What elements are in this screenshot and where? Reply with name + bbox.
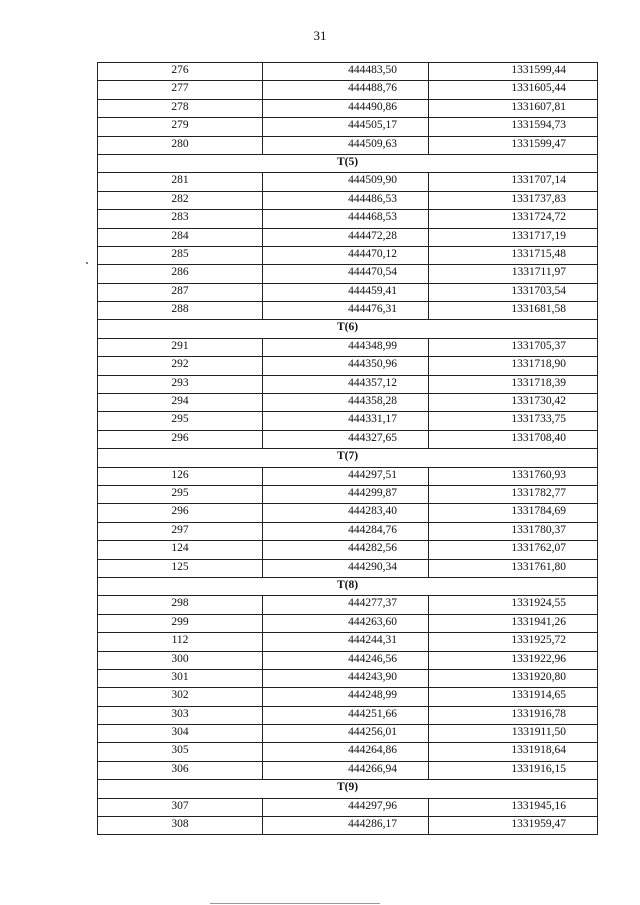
y-coordinate-cell: 1331718,90 (429, 357, 598, 375)
table-row (98, 228, 598, 246)
x-coordinate-cell: 444244,31 (263, 633, 429, 651)
point-number-cell: 292 (98, 357, 263, 375)
point-number-cell: 112 (98, 633, 263, 651)
y-coordinate-cell: 1331916,78 (429, 706, 598, 724)
table-row (98, 798, 598, 816)
point-number-cell: 287 (98, 283, 263, 301)
x-coordinate-cell: 444358,28 (263, 394, 429, 412)
point-number-cell: 282 (98, 191, 263, 209)
x-coordinate-cell: 444284,76 (263, 522, 429, 540)
y-coordinate-cell: 1331780,37 (429, 522, 598, 540)
point-number-cell: 307 (98, 798, 263, 816)
table-row (98, 136, 598, 154)
x-coordinate-cell: 444283,40 (263, 504, 429, 522)
point-number-cell: 308 (98, 817, 263, 835)
y-coordinate-cell: 1331737,83 (429, 191, 598, 209)
table-row (98, 357, 598, 375)
y-coordinate-cell: 1331945,16 (429, 798, 598, 816)
table-row (98, 706, 598, 724)
table-row (98, 118, 598, 136)
x-coordinate-cell: 444350,96 (263, 357, 429, 375)
point-number-cell: 295 (98, 412, 263, 430)
y-coordinate-cell: 1331708,40 (429, 430, 598, 448)
x-coordinate-cell: 444483,50 (263, 63, 429, 81)
x-coordinate-cell: 444251,66 (263, 706, 429, 724)
x-coordinate-cell: 444264,86 (263, 743, 429, 761)
point-number-cell: 291 (98, 338, 263, 356)
point-number-cell: 283 (98, 210, 263, 228)
table-body (98, 63, 598, 835)
table-row (98, 485, 598, 503)
table-row (98, 210, 598, 228)
coordinates-table (97, 62, 598, 835)
y-coordinate-cell: 1331711,97 (429, 265, 598, 283)
y-coordinate-cell: 1331911,50 (429, 725, 598, 743)
table-row (98, 81, 598, 99)
x-coordinate-cell: 444470,12 (263, 246, 429, 264)
table-row (98, 173, 598, 191)
y-coordinate-cell: 1331782,77 (429, 485, 598, 503)
table-row (98, 467, 598, 485)
point-number-cell: 304 (98, 725, 263, 743)
table-row (98, 191, 598, 209)
section-header-row (98, 780, 598, 798)
y-coordinate-cell: 1331594,73 (429, 118, 598, 136)
table-row (98, 412, 598, 430)
point-number-cell: 124 (98, 541, 263, 559)
x-coordinate-cell: 444266,94 (263, 761, 429, 779)
section-title: T(8) (98, 577, 598, 595)
y-coordinate-cell: 1331681,58 (429, 302, 598, 320)
x-coordinate-cell: 444505,17 (263, 118, 429, 136)
point-number-cell: 303 (98, 706, 263, 724)
point-number-cell: 297 (98, 522, 263, 540)
x-coordinate-cell: 444470,54 (263, 265, 429, 283)
point-number-cell: 125 (98, 559, 263, 577)
table-row (98, 375, 598, 393)
table-row (98, 283, 598, 301)
point-number-cell: 305 (98, 743, 263, 761)
point-number-cell: 281 (98, 173, 263, 191)
x-coordinate-cell: 444299,87 (263, 485, 429, 503)
x-coordinate-cell: 444282,56 (263, 541, 429, 559)
x-coordinate-cell: 444348,99 (263, 338, 429, 356)
table-row (98, 246, 598, 264)
y-coordinate-cell: 1331718,39 (429, 375, 598, 393)
table-row (98, 394, 598, 412)
y-coordinate-cell: 1331707,14 (429, 173, 598, 191)
x-coordinate-cell: 444472,28 (263, 228, 429, 246)
table-row (98, 669, 598, 687)
table-row (98, 504, 598, 522)
x-coordinate-cell: 444246,56 (263, 651, 429, 669)
y-coordinate-cell: 1331715,48 (429, 246, 598, 264)
y-coordinate-cell: 1331717,19 (429, 228, 598, 246)
x-coordinate-cell: 444486,53 (263, 191, 429, 209)
x-coordinate-cell: 444243,90 (263, 669, 429, 687)
point-number-cell: 284 (98, 228, 263, 246)
y-coordinate-cell: 1331760,93 (429, 467, 598, 485)
point-number-cell: 276 (98, 63, 263, 81)
y-coordinate-cell: 1331762,07 (429, 541, 598, 559)
point-number-cell: 278 (98, 99, 263, 117)
table-row (98, 743, 598, 761)
x-coordinate-cell: 444286,17 (263, 817, 429, 835)
table-row (98, 725, 598, 743)
x-coordinate-cell: 444468,53 (263, 210, 429, 228)
y-coordinate-cell: 1331607,81 (429, 99, 598, 117)
y-coordinate-cell: 1331730,42 (429, 394, 598, 412)
point-number-cell: 296 (98, 504, 263, 522)
point-number-cell: 300 (98, 651, 263, 669)
x-coordinate-cell: 444357,12 (263, 375, 429, 393)
section-header-row (98, 320, 598, 338)
point-number-cell: 295 (98, 485, 263, 503)
section-title: T(9) (98, 780, 598, 798)
scan-speck (86, 262, 88, 264)
footer-rule (210, 903, 380, 904)
x-coordinate-cell: 444297,51 (263, 467, 429, 485)
y-coordinate-cell: 1331705,37 (429, 338, 598, 356)
y-coordinate-cell: 1331733,75 (429, 412, 598, 430)
point-number-cell: 302 (98, 688, 263, 706)
table-row (98, 302, 598, 320)
point-number-cell: 279 (98, 118, 263, 136)
x-coordinate-cell: 444263,60 (263, 614, 429, 632)
y-coordinate-cell: 1331959,47 (429, 817, 598, 835)
y-coordinate-cell: 1331761,80 (429, 559, 598, 577)
table-row (98, 559, 598, 577)
x-coordinate-cell: 444297,96 (263, 798, 429, 816)
point-number-cell: 280 (98, 136, 263, 154)
y-coordinate-cell: 1331784,69 (429, 504, 598, 522)
section-header-row (98, 577, 598, 595)
y-coordinate-cell: 1331924,55 (429, 596, 598, 614)
point-number-cell: 301 (98, 669, 263, 687)
x-coordinate-cell: 444248,99 (263, 688, 429, 706)
x-coordinate-cell: 444459,41 (263, 283, 429, 301)
x-coordinate-cell: 444331,17 (263, 412, 429, 430)
y-coordinate-cell: 1331916,15 (429, 761, 598, 779)
section-header-row (98, 154, 598, 172)
x-coordinate-cell: 444290,34 (263, 559, 429, 577)
point-number-cell: 298 (98, 596, 263, 614)
point-number-cell: 293 (98, 375, 263, 393)
section-header-row (98, 449, 598, 467)
y-coordinate-cell: 1331724,72 (429, 210, 598, 228)
section-title: T(7) (98, 449, 598, 467)
x-coordinate-cell: 444476,31 (263, 302, 429, 320)
point-number-cell: 296 (98, 430, 263, 448)
table-row (98, 522, 598, 540)
table-row (98, 99, 598, 117)
x-coordinate-cell: 444509,63 (263, 136, 429, 154)
point-number-cell: 288 (98, 302, 263, 320)
table-row (98, 614, 598, 632)
x-coordinate-cell: 444509,90 (263, 173, 429, 191)
y-coordinate-cell: 1331914,65 (429, 688, 598, 706)
page-number: 31 (313, 28, 327, 43)
table-row (98, 761, 598, 779)
table-row (98, 817, 598, 835)
y-coordinate-cell: 1331920,80 (429, 669, 598, 687)
table-row (98, 633, 598, 651)
y-coordinate-cell: 1331605,44 (429, 81, 598, 99)
point-number-cell: 126 (98, 467, 263, 485)
x-coordinate-cell: 444327,65 (263, 430, 429, 448)
table-row (98, 430, 598, 448)
table-row (98, 541, 598, 559)
table-row (98, 338, 598, 356)
x-coordinate-cell: 444256,01 (263, 725, 429, 743)
y-coordinate-cell: 1331925,72 (429, 633, 598, 651)
table-row (98, 265, 598, 283)
table-row (98, 63, 598, 81)
point-number-cell: 286 (98, 265, 263, 283)
x-coordinate-cell: 444490,86 (263, 99, 429, 117)
x-coordinate-cell: 444488,76 (263, 81, 429, 99)
y-coordinate-cell: 1331922,96 (429, 651, 598, 669)
x-coordinate-cell: 444277,37 (263, 596, 429, 614)
y-coordinate-cell: 1331599,44 (429, 63, 598, 81)
y-coordinate-cell: 1331941,26 (429, 614, 598, 632)
point-number-cell: 294 (98, 394, 263, 412)
section-title: T(6) (98, 320, 598, 338)
point-number-cell: 306 (98, 761, 263, 779)
point-number-cell: 277 (98, 81, 263, 99)
table-row (98, 651, 598, 669)
section-title: T(5) (98, 154, 598, 172)
table-row (98, 688, 598, 706)
y-coordinate-cell: 1331703,54 (429, 283, 598, 301)
point-number-cell: 299 (98, 614, 263, 632)
point-number-cell: 285 (98, 246, 263, 264)
y-coordinate-cell: 1331599,47 (429, 136, 598, 154)
table-row (98, 596, 598, 614)
y-coordinate-cell: 1331918,64 (429, 743, 598, 761)
